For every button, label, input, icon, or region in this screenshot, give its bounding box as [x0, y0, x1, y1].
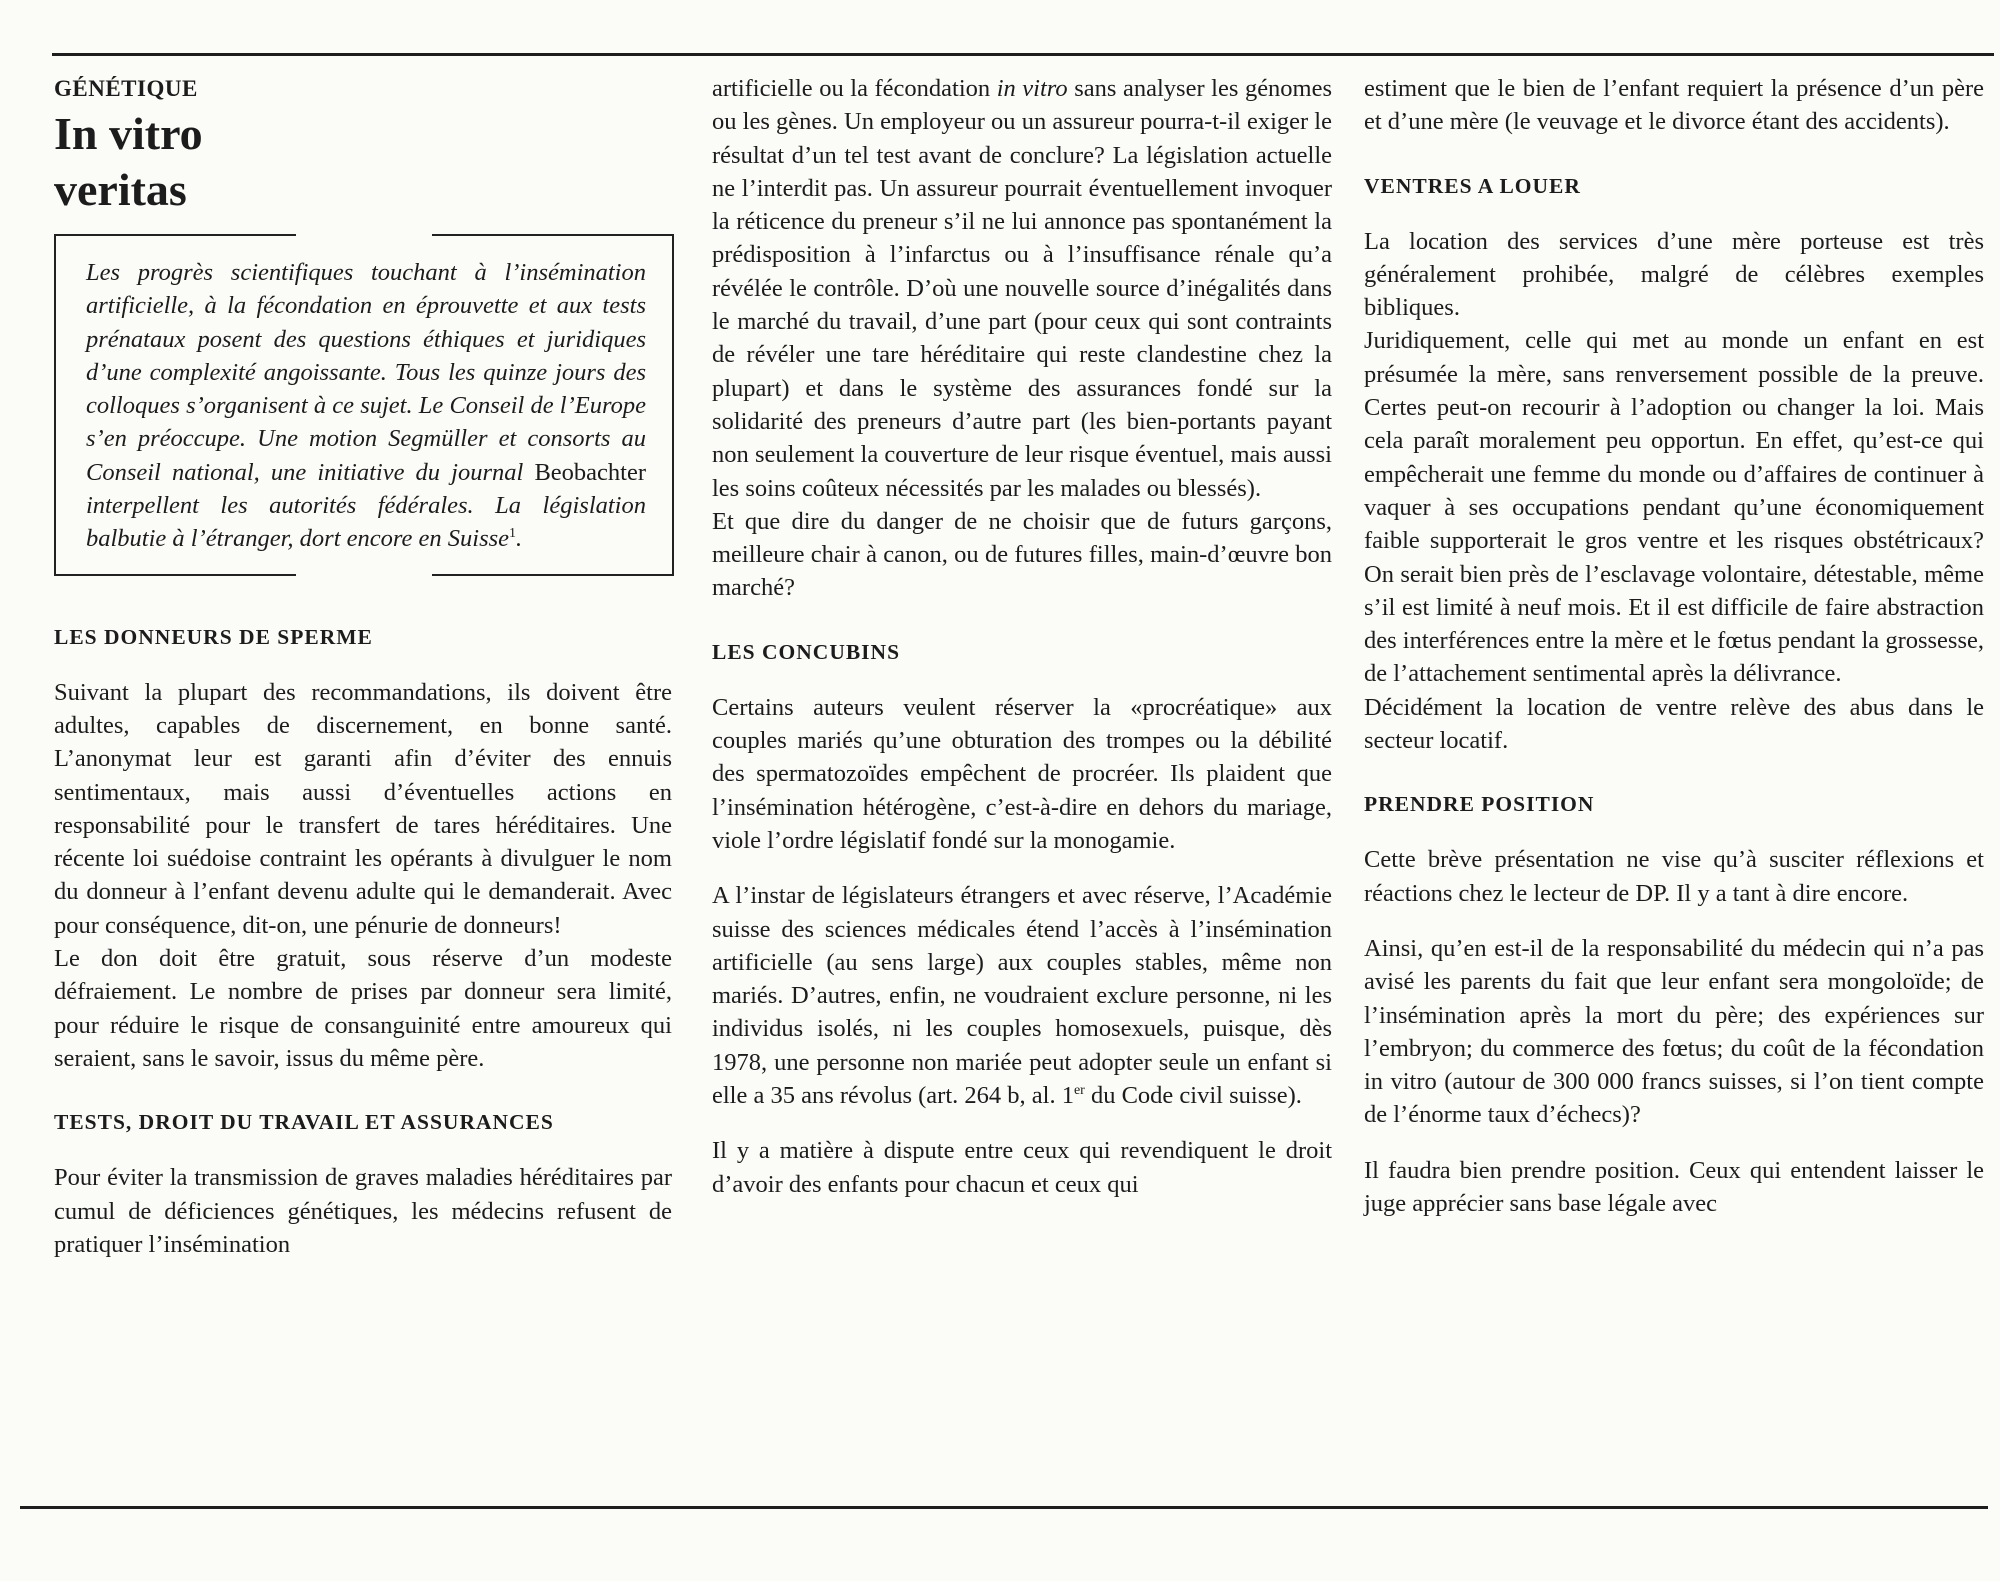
- position-paragraph-1: Cette brève présentation ne vise qu’à susciter réflexions et réactions chez le lecteur de DP. Il y a tant à dire encore.: [1364, 846, 1984, 907]
- lead-part-1: Les progrès scientifiques touchant à l’insémination artificielle, à la fécondation en éprouvette et aux tests prénataux posent des questions éthiques et juridiques d’une complexité angoissante. Tous les quinze jours des colloques s’organisent à ce sujet. Le Conseil de l’Europe s’en préoccupe. Une motion Segmüller et consorts au Conseil national, une initiative du journal: [86, 259, 646, 486]
- article-kicker: GÉNÉTIQUE: [54, 76, 198, 101]
- concubins-p2-end: du Code civil suisse).: [1090, 1082, 1302, 1110]
- tests-cont-a: artificielle ou la fécondation: [712, 75, 991, 102]
- position-paragraph-2: Ainsi, qu’en est-il de la responsabilité du médecin qui n’a pas avisé les parents du fait que leur enfant sera mongoloïde; de l’insémination après la mort du père; des expériences sur l’embryon; du commerce des fœtus; du coût de la fécondation in vitro (autour de 300 000 francs suisses, si l’on tient compte de l’énorme taux d’échecs)?: [1364, 934, 1984, 1129]
- concubins-paragraph-3: Il y a matière à dispute entre ceux qui revendiquent le droit d’avoir des enfants pour chacun et ceux qui: [712, 1137, 1332, 1198]
- bottom-rule: [20, 1506, 1988, 1509]
- concubins-paragraph-3-continued: estiment que le bien de l’enfant requiert la présence d’un père et d’une mère (le veuvage et le divorce étant des accidents).: [1364, 75, 1984, 136]
- lead-paragraph: [86, 256, 646, 556]
- ventres-paragraph-3: Décidément la location de ventre relève des abus dans le secteur locatif.: [1364, 693, 1984, 755]
- tests-cont-b: sans analyser les génomes ou les gènes. Un employeur ou un assureur pourra-t-il exiger le résultat d’un tel test avant de conclure? La législation actuelle ne l’interdit pas. Un assureur pourrait éventuellement invoquer la réticence du preneur s’il ne lui annonce pas spontanément la prédisposition à l’infarctus ou à l’insuffisance rénale qu’a révélée le contrôle. D’où une nouvelle source d’inégalités dans le marché du travail, d’une part (pour ceux qui sont contraints de révéler une tare héréditaire qui reste clandestine chez la plupart) et dans le système des assurances fondé sur la solidarité des preneurs d’autre part (les bien-portants payant non seulement la couverture de leur risque éventuel, mais aussi les soins coûteux nécessités par les malades ou blessés).: [712, 75, 1333, 502]
- concubins-p2-sup: er: [1073, 1082, 1085, 1098]
- concubins-paragraph-2: [712, 879, 1332, 1112]
- tests-cont-italic: in vitro: [996, 75, 1068, 102]
- donneurs-paragraph-2: Le don doit être gratuit, sous réserve d’un modeste défraiement. Le nombre de prises par donneur sera limité, pour réduire le risque de consanguinité entre amoureux qui seraient, sans le savoir, issus du même père.: [54, 945, 672, 1072]
- position-paragraph-3: Il faudra bien prendre position. Ceux qui entendent laisser le juge apprécier sans base légale avec: [1364, 1156, 1984, 1218]
- article-title: [54, 106, 672, 218]
- lead-part-2: interpellent les autorités fédérales. La législation balbutie à l’étranger, dort encore en Suisse: [86, 492, 646, 553]
- ventres-paragraph-1: La location des services d’une mère porteuse est très généralement prohibée, malgré de célèbres exemples bibliques.: [1364, 227, 1984, 322]
- tests-paragraph-2: Et que dire du danger de ne choisir que de futurs garçons, meilleure chair à canon, ou de futures filles, main-d’œuvre bon marché?: [712, 507, 1332, 602]
- title-line-1: In vitro: [54, 108, 203, 159]
- concubins-p2-text: A l’instar de législateurs étrangers et avec réserve, l’Académie suisse des sciences médicales étend l’accès à l’insémination artificielle (au sens large) aux couples stables, même non mariés. D’autres, enfin, ne voudraient exclure personne, ni les individus isolés, ni les couples homosexuels, puisque, dès 1978, une personne non mariée peut adopter seule un enfant si elle a 35 ans révolus (art. 264 b, al. 1: [712, 882, 1332, 1110]
- heading-concubins: LES CONCUBINS: [712, 639, 901, 664]
- lead-journal-name: Beobachter: [534, 458, 646, 486]
- lead-end: .: [516, 525, 523, 553]
- ventres-paragraph-2: Juridiquement, celle qui met au monde un enfant en est présumée la mère, sans renversement possible de la preuve. Certes peut-on recourir à l’adoption ou changer la loi. Mais cela paraît moralement peu opportun. En effet, qu’est-ce qui empêcherait une femme du monde ou d’affaires de continuer à vaquer à ses occupations pendant qu’une économiquement faible supporterait le gros ventre et les risques obstétricaux? On serait bien près de l’esclavage volontaire, détestable, même s’il est limité à neuf mois. Et il est difficile de faire abstraction des interférences entre la mère et le fœtus pendant la grossesse, de l’attachement sentimental après la délivrance.: [1364, 327, 1984, 688]
- top-rule: [52, 53, 1994, 56]
- column-1: [54, 72, 672, 1261]
- column-2: [712, 72, 1332, 1201]
- concubins-paragraph-1: Certains auteurs veulent réserver la «procréatique» aux couples mariés qu’une obturation des trompes ou la débilité des spermatozoïdes empêchent de procréer. Ils plaident que l’insémination hétérogène, c’est-à-dire en dehors du mariage, viole l’ordre législatif fondé sur la monogamie.: [712, 693, 1332, 854]
- column-3: [1364, 72, 1984, 1220]
- tests-paragraph-1: Pour éviter la transmission de graves maladies héréditaires par cumul de déficiences génétiques, les médecins refusent de pratiquer l’insémination: [54, 1164, 672, 1258]
- footnote-marker: 1: [509, 526, 517, 542]
- lead-box: [54, 234, 674, 576]
- donneurs-paragraph-1: Suivant la plupart des recommandations, ils doivent être adultes, capables de discernement, en bonne santé. L’anonymat leur est garanti afin d’éviter des ennuis sentimentaux, mais aussi d’éventuelles actions en responsabilité pour le transfert de tares héréditaires. Une récente loi suédoise contraint les opérants à divulguer le nom du donneur à l’enfant devenu adulte qui le demanderait. Avec pour conséquence, dit-on, une pénurie de donneurs!: [54, 678, 672, 939]
- heading-tests: TESTS, DROIT DU TRAVAIL ET ASSURANCES: [54, 1110, 554, 1135]
- title-line-2: veritas: [54, 164, 187, 215]
- heading-position: PRENDRE POSITION: [1364, 792, 1595, 817]
- heading-ventres: VENTRES A LOUER: [1364, 173, 1581, 198]
- tests-paragraph-1-continued: [712, 72, 1332, 505]
- heading-donneurs: LES DONNEURS DE SPERME: [54, 624, 373, 649]
